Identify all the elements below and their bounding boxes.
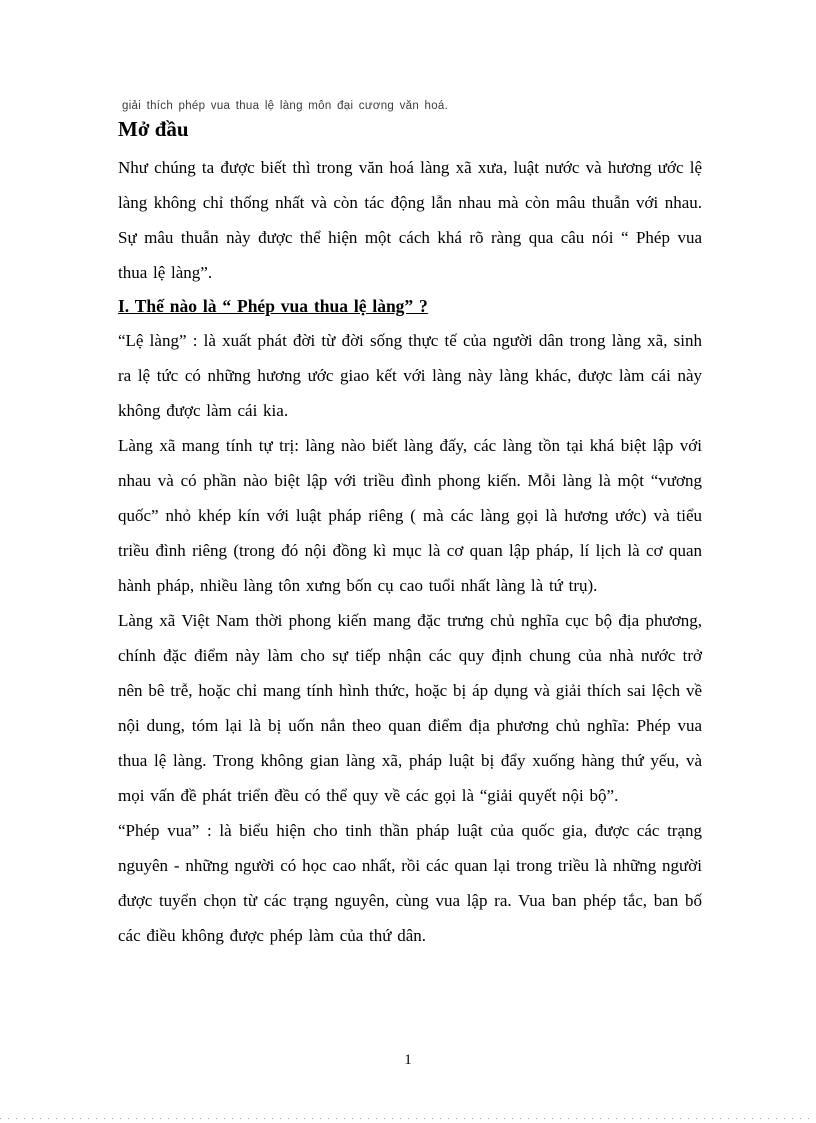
document-title: Mở đầu [118, 117, 189, 141]
paragraph-phep-vua: “Phép vua” : là biểu hiện cho tinh thần pháp luật của quốc gia, được các trạng nguyên - những người có học cao nhất, rồi các quan lại trong triều là những người được tuyển chọn từ các trạng nguyên, cùng vua lập ra. Vua ban phép tắc, ban bố các điều không được phép làm của thứ dân. [118, 821, 702, 945]
section-1-heading: I. Thế nào là “ Phép vua thua lệ làng” ? [118, 296, 428, 316]
page-break-dotted-line [0, 1118, 816, 1119]
page-number: 1 [404, 1052, 412, 1068]
intro-paragraph: Như chúng ta được biết thì trong văn hoá làng xã xưa, luật nước và hương ước lệ làng không chỉ thống nhất và còn tác động lẫn nhau mà còn mâu thuẫn với nhau. Sự mâu thuẫn này được thể hiện một cách khá rõ ràng qua câu nói “ Phép vua thua lệ làng”. [118, 158, 702, 282]
paragraph-viet-nam: Làng xã Việt Nam thời phong kiến mang đặc trưng chủ nghĩa cục bộ địa phương, chính đặc điểm này làm cho sự tiếp nhận các quy định chung của nhà nước trở nên bê trễ, hoặc chỉ mang tính hình thức, hoặc bị áp dụng và giải thích sai lệch về nội dung, tóm lại là bị uốn nắn theo quan điểm địa phương chủ nghĩa: Phép vua thua lệ làng. Trong không gian làng xã, pháp luật bị đẩy xuống hàng thứ yếu, và mọi vấn đề phát triển đều có thể quy về các gọi là “giải quyết nội bộ”. [118, 611, 702, 805]
paragraph-tu-tri: Làng xã mang tính tự trị: làng nào biết làng đấy, các làng tồn tại khá biệt lập với nhau và có phần nào biệt lập với triều đình phong kiến. Mỗi làng là một “vương quốc” nhỏ khép kín với luật pháp riêng ( mà các làng gọi là hương ước) và tiểu triều đình riêng (trong đó nội đồng kì mục là cơ quan lập pháp, lí lịch là cơ quan hành pháp, nhiều làng tôn xưng bốn cụ cao tuổi nhất làng là tứ trụ). [118, 436, 702, 595]
document-content [118, 0, 702, 953]
paragraph-le-lang: “Lệ làng” : là xuất phát đời từ đời sống thực tế của người dân trong làng xã, sinh ra lệ tức có những hương ước giao kết với làng này làng khác, được làm cái này không được làm cái kia. [118, 331, 702, 420]
header-note: giải thích phép vua thua lệ làng môn đại cương văn hoá. [122, 100, 449, 112]
